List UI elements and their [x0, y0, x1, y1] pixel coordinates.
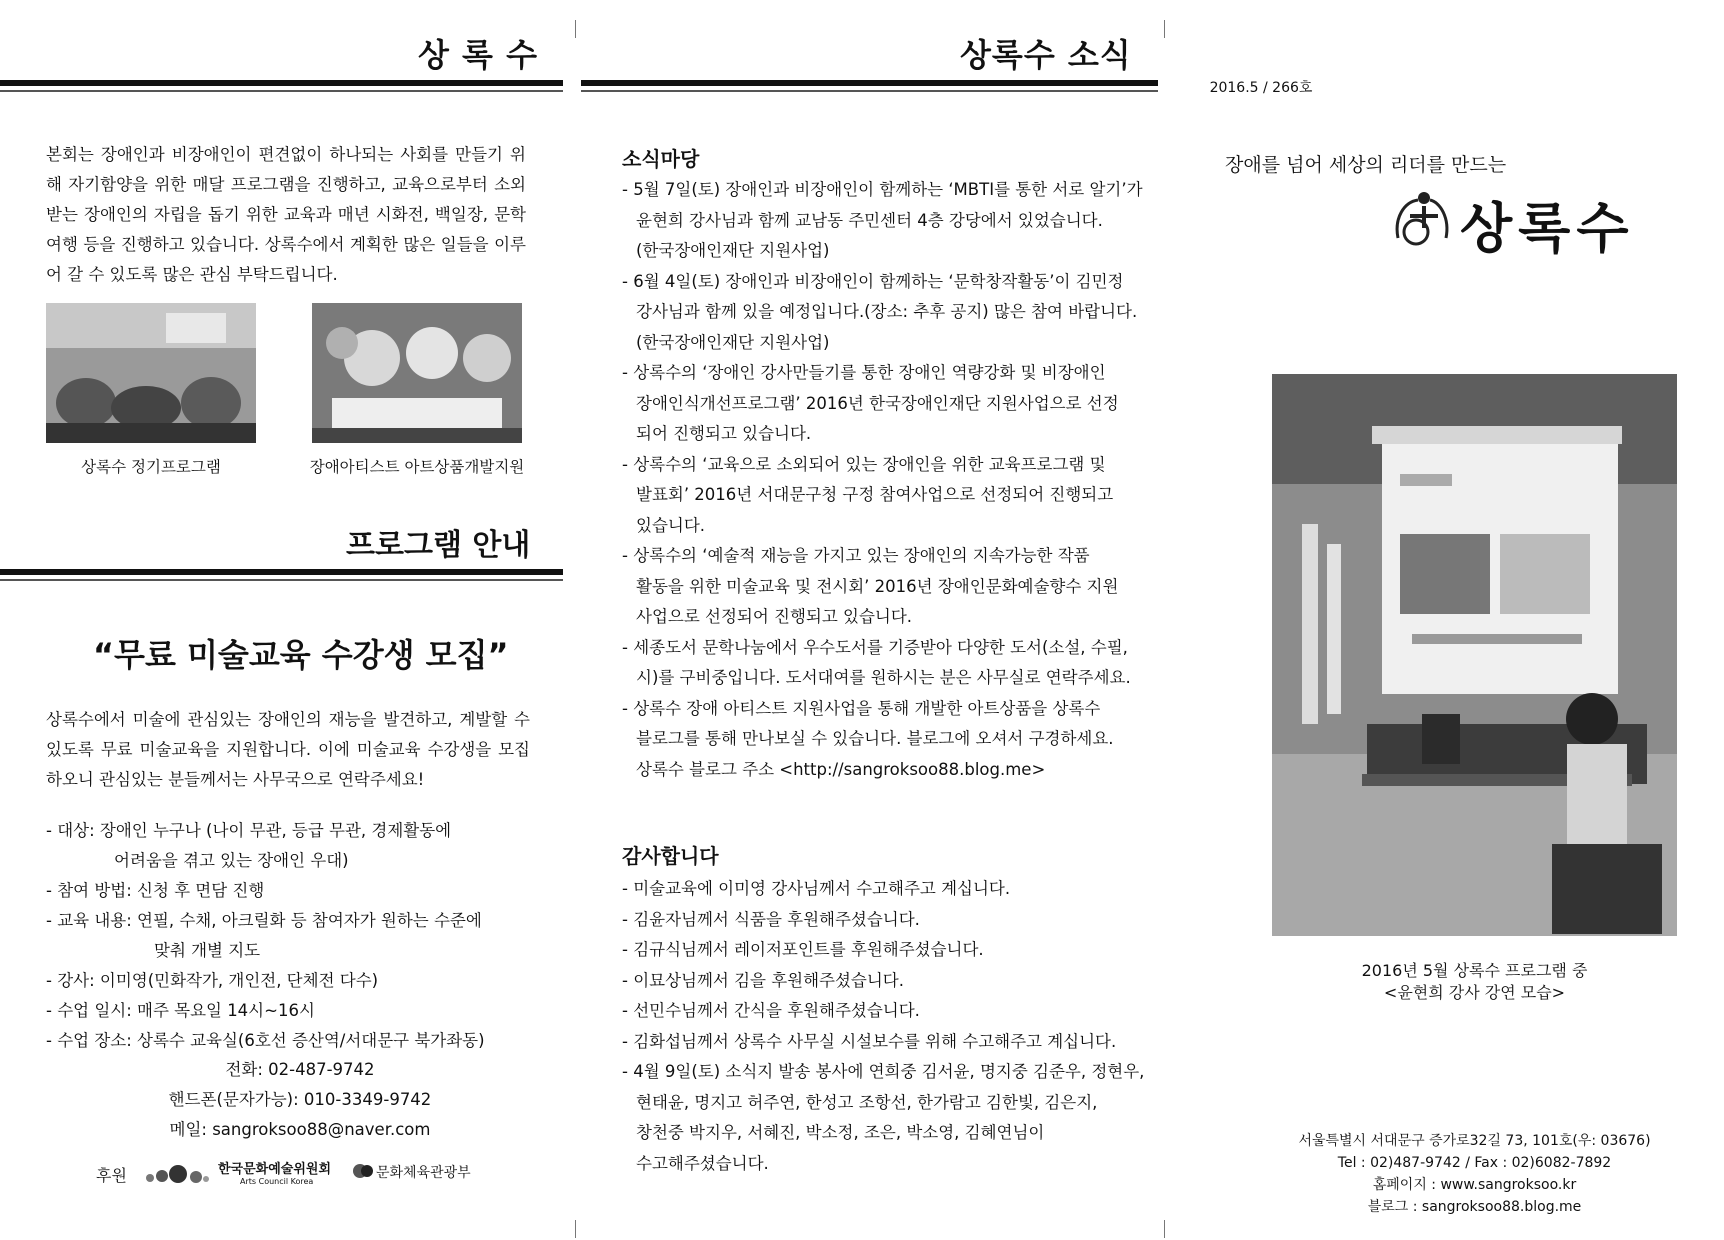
list-item-line: 윤현희 강사님과 함께 교남동 주민센터 4층 강당에서 있었습니다. — [636, 210, 1103, 230]
title-rule — [0, 90, 563, 92]
arts-council-logo — [142, 1160, 212, 1192]
list-item-line: 장애인식개선프로그램’ 2016년 한국장애인재단 지원사업으로 선정 — [636, 393, 1119, 413]
trim-mark — [1164, 20, 1165, 38]
list-item-line: - 김윤자님께서 식품을 후원해주셨습니다. — [622, 909, 920, 929]
title-rule — [581, 80, 1158, 86]
contact-block — [100, 1055, 500, 1145]
list-item-line: 블로그를 통해 만나보실 수 있습니다. 블로그에 오셔서 구경하세요. — [636, 729, 1114, 748]
ministry-logo-icon — [352, 1161, 374, 1181]
detail-line: 맞춰 개별 지도 — [154, 941, 261, 960]
intro-paragraph: 본회는 장애인과 비장애인이 편견없이 하나되는 사회를 만들기 위해 자기함양을 위한 매달 프로그램을 진행하고, 교육으로부터 소외받는 장애인의 자립을 돕기 위한 교육과 매년 시화전, 백일장, 문학여행 등을 진행하고 있습니다. 상록수에서 계획한 많은 일들을 이루어 갈 수 있도록 많은 관심 부탁드립니다. — [46, 145, 526, 284]
list-item-line: 사업으로 선정되어 진행되고 있습니다. — [636, 607, 913, 626]
list-item-line: 되어 진행되고 있습니다. — [636, 424, 812, 443]
trim-mark — [575, 20, 576, 38]
program-photo-image — [46, 303, 256, 443]
trim-mark — [1164, 1220, 1165, 1238]
detail-line: - 교육 내용: 연필, 수채, 아크릴화 등 참여자가 원하는 수준에 — [46, 911, 482, 930]
list-item — [622, 175, 1162, 267]
program-title: 프로그램 안내 — [346, 528, 531, 563]
list-item-line: 활동을 위한 미술교육 및 전시회’ 2016년 장애인문화예술향수 지원 — [636, 576, 1119, 596]
list-item — [622, 541, 1162, 633]
middle-title: 상록수 소식 — [960, 36, 1132, 74]
thanks-list — [622, 874, 1162, 1179]
list-item-line: - 김규식님께서 레이저포인트를 후원해주셨습니다. — [622, 940, 984, 959]
arts-council-logo-icon — [142, 1160, 212, 1188]
program-photo-caption: 상록수 정기프로그램 — [81, 458, 221, 476]
list-item-line: (한국장애인재단 지원사업) — [636, 241, 830, 260]
list-item-line: (한국장애인재단 지원사업) — [636, 332, 830, 352]
program-rule — [0, 569, 563, 575]
blog-line: 블로그 : sangroksoo88.blog.me — [1367, 1199, 1582, 1215]
list-item-line: - 세종도서 문학나눔에서 우수도서를 기증받아 다양한 도서(소설, 수필, — [622, 637, 1128, 657]
art-product-photo-caption: 장애아티스트 아트상품개발지원 — [309, 458, 525, 476]
caption-line: 2016년 5월 상록수 프로그램 중 — [1361, 961, 1588, 980]
program-photo — [46, 303, 256, 443]
program-details — [46, 816, 546, 1056]
list-item-line: 발표회’ 2016년 서대문구청 구정 참여사업으로 선정되어 진행되고 — [636, 485, 1114, 504]
list-item-line: 창천중 박지우, 서혜진, 박소정, 조은, 박소영, 김혜연님이 — [636, 1123, 1045, 1142]
contact-mobile: 핸드폰(문자가능): 010-3349-9742 — [168, 1090, 432, 1109]
detail-line: - 수업 일시: 매주 목요일 14시~16시 — [46, 1001, 315, 1020]
list-item-line: - 선민수님께서 간식을 후원해주셨습니다. — [622, 1001, 920, 1020]
trim-mark — [575, 1220, 576, 1238]
lecture-photo-caption — [1272, 960, 1677, 1004]
list-item — [622, 905, 1162, 936]
news-heading: 소식마당 — [622, 147, 700, 171]
lecture-photo-image — [1272, 374, 1677, 936]
address-block — [1256, 1130, 1693, 1218]
list-item — [622, 935, 1162, 966]
list-item — [622, 358, 1162, 450]
list-item — [622, 633, 1162, 694]
ministry-logo — [352, 1161, 374, 1185]
art-product-photo-image — [312, 303, 522, 443]
detail-line: - 강사: 이미영(민화작가, 개인전, 단체전 다수) — [46, 971, 379, 990]
list-item-line: 있습니다. — [636, 515, 706, 535]
list-item — [622, 267, 1162, 359]
recruit-paragraph: 상록수에서 미술에 관심있는 장애인의 재능을 발견하고, 계발할 수 있도록 무료 미술교육을 지원합니다. 이에 미술교육 수강생을 모집하오니 관심있는 분들께서는 사무국으로 연락주세요! — [46, 710, 530, 789]
list-item-line: 수고해주셨습니다. — [636, 1153, 769, 1173]
list-item-line: - 미술교육에 이미영 강사님께서 수고해주고 계십니다. — [622, 879, 1011, 898]
sponsor1-name: 한국문화예술위원회 — [218, 1162, 332, 1177]
caption-line: <윤현희 강사 강연 모습> — [1383, 983, 1566, 1002]
list-item — [622, 996, 1162, 1027]
slogan: 장애를 넘어 세상의 리더를 만드는 — [1225, 154, 1507, 176]
list-item-line: - 상록수의 ‘예술적 재능을 가지고 있는 장애인의 지속가능한 작품 — [622, 546, 1090, 565]
contact-phone: 전화: 02-487-9742 — [225, 1060, 375, 1079]
left-title: 상 록 수 — [418, 36, 539, 74]
list-item-line: - 5월 7일(토) 장애인과 비장애인이 함께하는 ‘MBTI를 통한 서로 알기’가 — [622, 180, 1143, 199]
sponsor-label: 후원 — [96, 1166, 127, 1185]
phone-fax-line: Tel : 02)487-9742 / Fax : 02)6082-7892 — [1337, 1155, 1612, 1171]
title-rule — [581, 90, 1158, 92]
list-item-line: 상록수 블로그 주소 <http://sangroksoo88.blog.me> — [636, 759, 1046, 779]
list-item-line: - 김화섭님께서 상록수 사무실 시설보수를 위해 수고해주고 계십니다. — [622, 1031, 1117, 1051]
address-line: 서울특별시 서대문구 증가로32길 73, 101호(우: 03676) — [1298, 1133, 1651, 1149]
logo-mark-icon — [1390, 188, 1454, 248]
recruit-title: “무료 미술교육 수강생 모집” — [93, 636, 509, 674]
list-item-line: 강사님과 함께 있을 예정입니다.(장소: 추후 공지) 많은 참여 바랍니다. — [636, 302, 1138, 321]
art-product-photo — [312, 303, 522, 443]
list-item — [622, 450, 1162, 542]
sponsor1-english-name: Arts Council Korea — [240, 1177, 314, 1186]
thanks-heading: 감사합니다 — [622, 844, 719, 868]
list-item — [622, 966, 1162, 997]
contact-email: 메일: sangroksoo88@naver.com — [169, 1120, 431, 1139]
detail-line: - 수업 장소: 상록수 교육실(6호선 증산역/서대문구 북가좌동) — [46, 1031, 485, 1050]
homepage-line: 홈페이지 : www.sangroksoo.kr — [1372, 1177, 1577, 1193]
list-item — [622, 874, 1162, 905]
list-item — [622, 1057, 1162, 1179]
list-item-line: 현태윤, 명지고 허주연, 한성고 조항선, 한가람고 김한빛, 김은지, — [636, 1092, 1098, 1112]
issue-number: 2016.5 / 266호 — [1209, 80, 1313, 96]
detail-line: - 참여 방법: 신청 후 면담 진행 — [46, 881, 265, 900]
list-item-line: - 상록수의 ‘교육으로 소외되어 있는 장애인을 위한 교육프로그램 및 — [622, 454, 1106, 474]
title-rule — [0, 80, 563, 86]
list-item — [622, 1027, 1162, 1058]
logo-mark — [1390, 188, 1454, 252]
sponsor2-name: 문화체육관광부 — [376, 1165, 471, 1181]
list-item-line: - 상록수의 ‘장애인 강사만들기를 통한 장애인 역량강화 및 비장애인 — [622, 363, 1106, 382]
list-item-line: - 상록수 장애 아티스트 지원사업을 통해 개발한 아트상품을 상록수 — [622, 698, 1101, 718]
detail-line: - 대상: 장애인 누구나 (나이 무관, 등급 무관, 경제활동에 — [46, 821, 452, 840]
logo-text: 상록수 — [1460, 197, 1635, 260]
lecture-photo — [1272, 374, 1677, 936]
list-item-line: - 이묘상님께서 김을 후원해주셨습니다. — [622, 970, 904, 990]
program-rule — [0, 579, 563, 581]
detail-line: 어려움을 겪고 있는 장애인 우대) — [114, 851, 349, 870]
news-list — [622, 175, 1162, 785]
list-item-line: 시)를 구비중입니다. 도서대여를 원하시는 분은 사무실로 연락주세요. — [636, 668, 1131, 687]
list-item-line: - 4월 9일(토) 소식지 발송 봉사에 연희중 김서윤, 명지중 김준우, 정현우, — [622, 1062, 1145, 1081]
list-item — [622, 694, 1162, 786]
list-item-line: - 6월 4일(토) 장애인과 비장애인이 함께하는 ‘문학창작활동’이 김민정 — [622, 271, 1124, 291]
